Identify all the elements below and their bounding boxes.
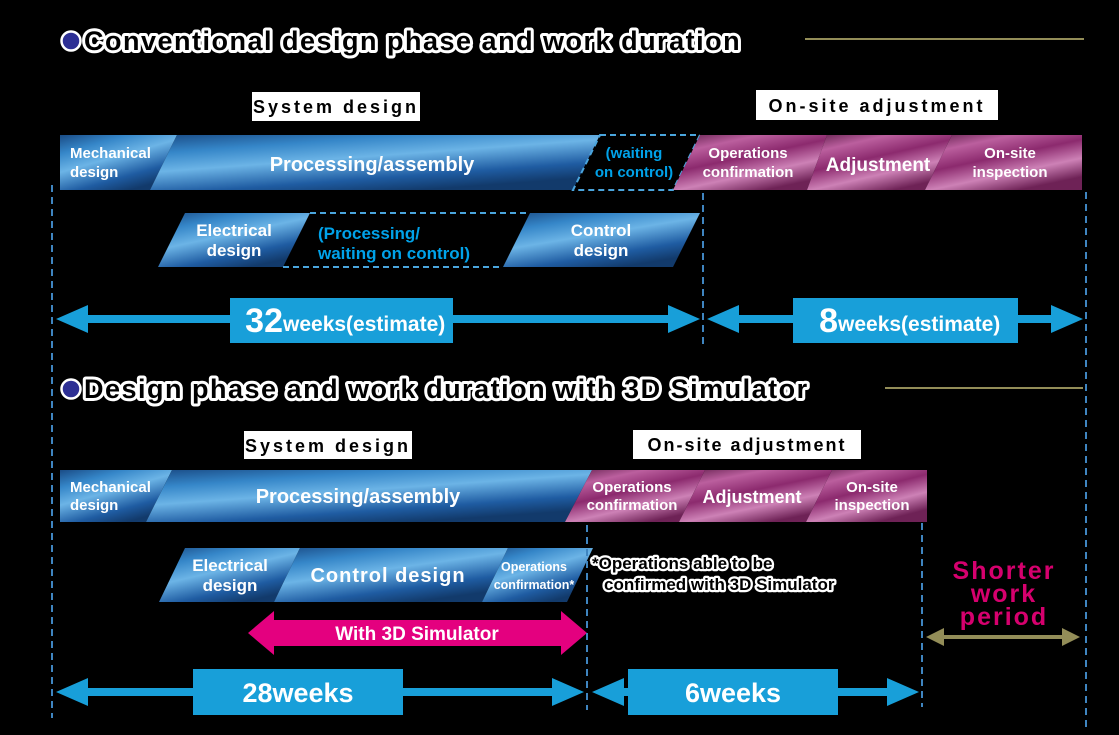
segment-label: design (206, 241, 262, 260)
segment-label: (waiting (605, 145, 663, 162)
segment-label: Mechanical (70, 145, 151, 162)
section2 (56, 374, 1083, 715)
segment-label: Operations (592, 479, 672, 496)
duration-value: 28weeks (242, 678, 354, 708)
segment-label: On-site (984, 145, 1036, 162)
segment-label: Operations (708, 145, 788, 162)
segment-label: Control design (310, 565, 466, 587)
segment-label: Mechanical (70, 479, 151, 496)
duration-unit: weeks(estimate) (838, 313, 1001, 336)
section1-row2 (158, 213, 700, 267)
segment-label: Processing/assembly (255, 486, 461, 508)
system-design-label: System design (252, 97, 420, 117)
with-3d-simulator-label: With 3D Simulator (335, 624, 499, 645)
segment-label: on control) (594, 164, 674, 181)
segment-label: Control (570, 221, 632, 240)
section1-main-bar (60, 135, 1082, 190)
note-line-2: confirmed with 3D Simulator (604, 575, 835, 594)
segment-label: Electrical (192, 556, 268, 575)
onsite-adjustment-label: On-site adjustment (647, 435, 847, 455)
shorter-work-period-line2: work (970, 580, 1038, 608)
note-line-1: *Operations able to be (592, 554, 773, 573)
shorter-work-period-line3: period (959, 603, 1049, 631)
section2-main-bar (60, 470, 927, 522)
duration-value: 32 (245, 302, 283, 340)
segment-label: confirmation* (493, 578, 575, 592)
segment-label: confirmation (702, 164, 794, 181)
shorter-work-period-line1: Shorter (952, 557, 1056, 585)
segment-label: confirmation (586, 497, 678, 514)
bar-segment-operations-confirmation (673, 135, 827, 190)
segment-label: design (70, 497, 119, 514)
section1-title: Conventional design phase and work duration (84, 26, 742, 56)
segment-label: Electrical (196, 221, 272, 240)
duration-unit: weeks(estimate) (283, 313, 446, 336)
system-design-label: System design (244, 436, 412, 456)
segment-label: waiting on control) (318, 244, 471, 263)
segment-label: design (70, 164, 119, 181)
section2-row2 (159, 548, 593, 602)
segment-label: (Processing/ (318, 224, 421, 243)
bullet-icon (62, 32, 81, 51)
segment-label: On-site (846, 479, 898, 496)
bar-segment-onsite-inspection (925, 135, 1082, 190)
section2-title: Design phase and work duration with 3D Simulator (84, 374, 809, 404)
segment-label: inspection (834, 497, 910, 514)
segment-label: Operations (501, 560, 567, 574)
segment-label: design (573, 241, 629, 260)
segment-label: Adjustment (702, 487, 802, 507)
segment-label: Adjustment (825, 155, 931, 176)
segment-label: inspection (972, 164, 1048, 181)
segment-label: Processing/assembly (269, 154, 475, 176)
duration-value: 8 (819, 302, 838, 340)
onsite-adjustment-label: On-site adjustment (768, 96, 986, 116)
segment-label: design (202, 576, 258, 595)
duration-value: 6weeks (684, 678, 782, 708)
bullet-icon (62, 380, 81, 399)
